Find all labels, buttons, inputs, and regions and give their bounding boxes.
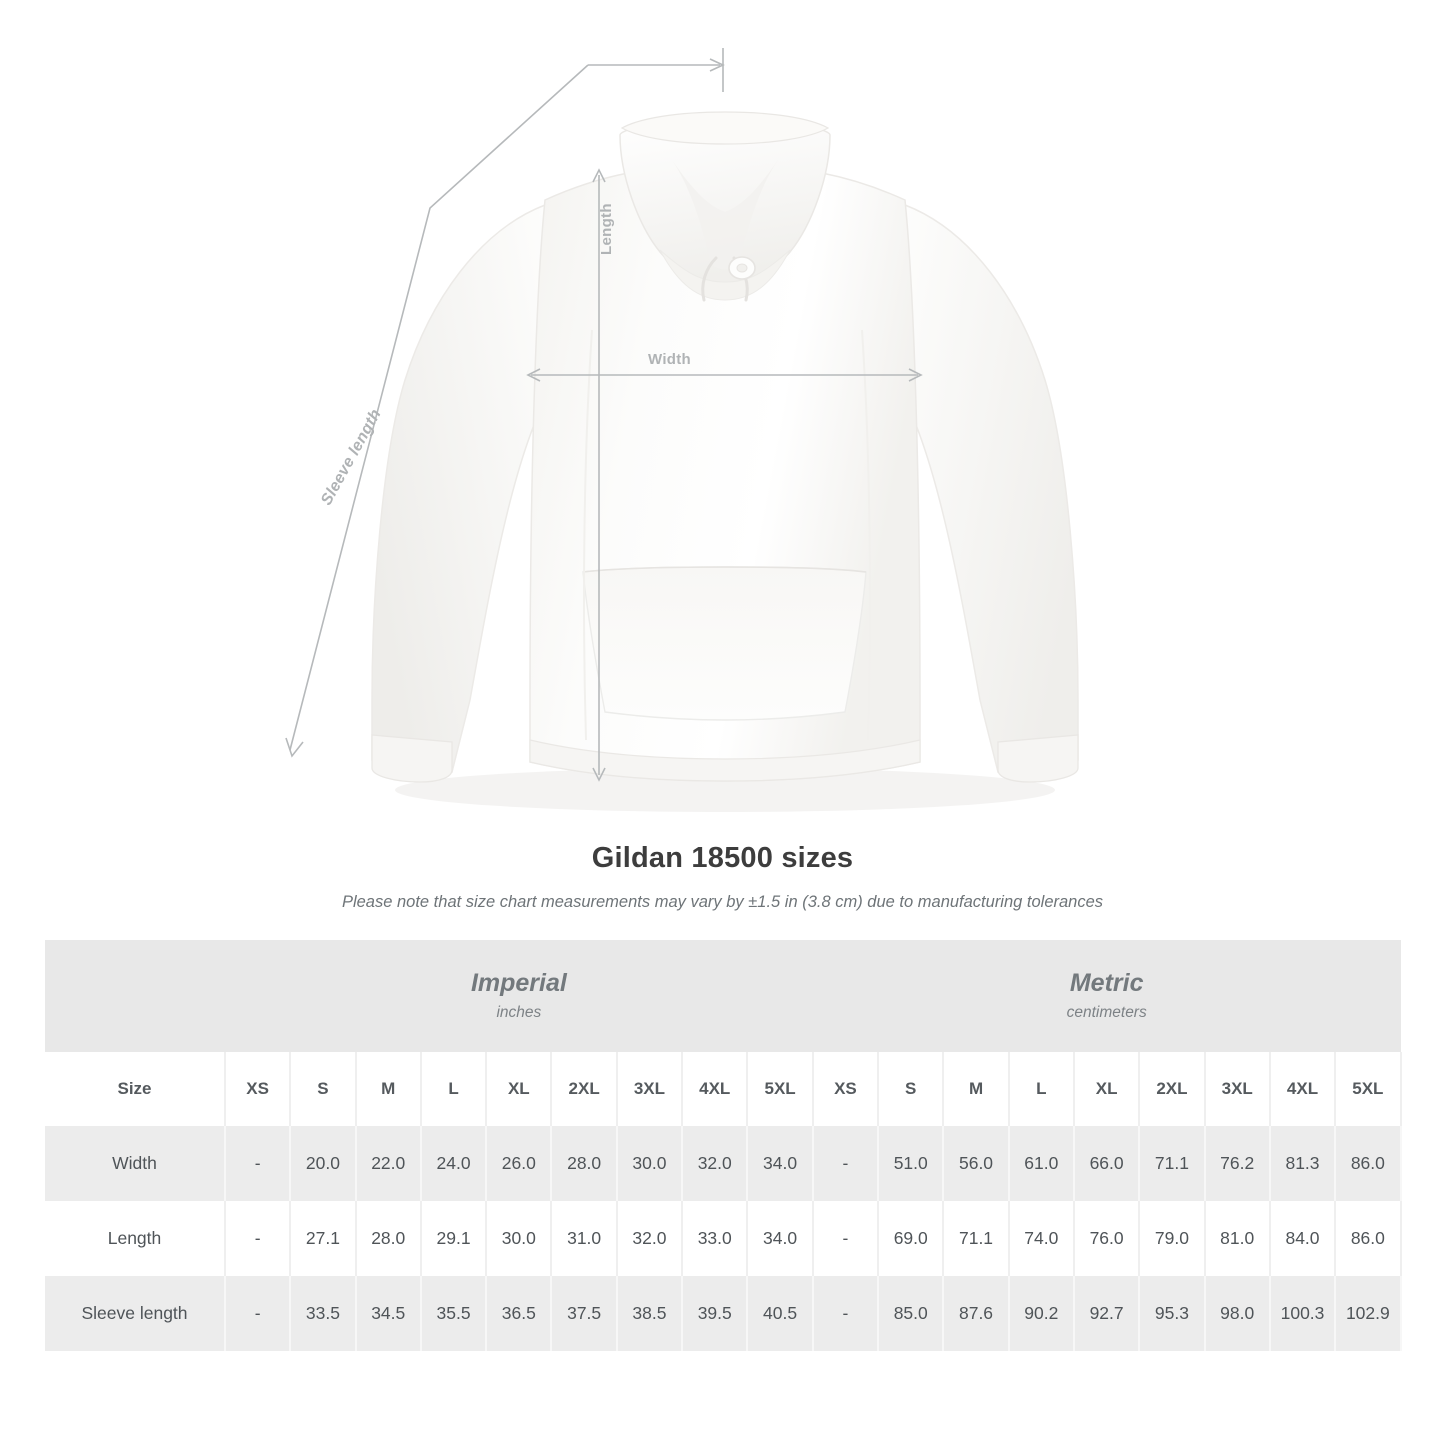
unit-name: Imperial — [470, 968, 567, 997]
table-row — [45, 1201, 1401, 1276]
cell-length-imperial-5xl: 34.0 — [747, 1201, 812, 1276]
cell-sleeve-length-metric-5xl: 102.9 — [1335, 1276, 1400, 1351]
cell-width-imperial-3xl: 30.0 — [617, 1126, 682, 1201]
size-header-2xl-imperial: 2XL — [551, 1052, 616, 1126]
size-chart-table — [45, 940, 1402, 1351]
cell-sleeve-length-imperial-5xl: 40.5 — [747, 1276, 812, 1351]
cell-width-metric-2xl: 71.1 — [1139, 1126, 1204, 1201]
cell-sleeve-length-metric-3xl: 98.0 — [1205, 1276, 1270, 1351]
cell-sleeve-length-metric-2xl: 95.3 — [1139, 1276, 1204, 1351]
cell-sleeve-length-metric-xs: - — [813, 1276, 878, 1351]
size-header-4xl-metric: 4XL — [1270, 1052, 1335, 1126]
page-title: Gildan 18500 sizes — [591, 842, 854, 874]
cell-length-metric-m: 71.1 — [943, 1201, 1008, 1276]
cell-width-metric-xs: - — [813, 1126, 878, 1201]
cell-width-imperial-l: 24.0 — [421, 1126, 486, 1201]
cell-width-imperial-s: 20.0 — [290, 1126, 355, 1201]
size-header-xs-metric: XS — [813, 1052, 878, 1126]
cell-sleeve-length-imperial-2xl: 37.5 — [551, 1276, 616, 1351]
cell-width-metric-3xl: 76.2 — [1205, 1126, 1270, 1201]
row-label-sleeve-length: Sleeve length — [45, 1276, 225, 1351]
unit-header-metric — [813, 940, 1401, 1052]
cell-width-imperial-4xl: 32.0 — [682, 1126, 747, 1201]
cell-width-imperial-xs: - — [225, 1126, 290, 1201]
cell-length-imperial-3xl: 32.0 — [617, 1201, 682, 1276]
cell-sleeve-length-metric-xl: 92.7 — [1074, 1276, 1139, 1351]
size-header-2xl-metric: 2XL — [1139, 1052, 1204, 1126]
cell-length-metric-s: 69.0 — [878, 1201, 943, 1276]
size-table-wrapper — [45, 940, 1400, 1351]
size-header-4xl-imperial: 4XL — [682, 1052, 747, 1126]
size-header-row — [45, 1052, 1401, 1126]
cell-length-metric-5xl: 86.0 — [1335, 1201, 1400, 1276]
size-header-s-metric: S — [878, 1052, 943, 1126]
cell-sleeve-length-metric-m: 87.6 — [943, 1276, 1008, 1351]
unit-name: Metric — [1069, 968, 1144, 997]
unit-header-imperial — [225, 940, 813, 1052]
cell-width-metric-4xl: 81.3 — [1270, 1126, 1335, 1201]
cell-length-imperial-2xl: 31.0 — [551, 1201, 616, 1276]
cell-sleeve-length-imperial-l: 35.5 — [421, 1276, 486, 1351]
row-label-width: Width — [45, 1126, 225, 1201]
cell-length-metric-l: 74.0 — [1009, 1201, 1074, 1276]
cell-sleeve-length-imperial-xl: 36.5 — [486, 1276, 551, 1351]
size-header-l-metric: L — [1009, 1052, 1074, 1126]
size-header-m-metric: M — [943, 1052, 1008, 1126]
width-dimension-label: Width — [648, 351, 692, 368]
table-row — [45, 1276, 1401, 1351]
cell-length-imperial-l: 29.1 — [421, 1201, 486, 1276]
cell-length-imperial-xl: 30.0 — [486, 1201, 551, 1276]
cell-length-metric-3xl: 81.0 — [1205, 1201, 1270, 1276]
cell-length-metric-4xl: 84.0 — [1270, 1201, 1335, 1276]
cell-width-metric-xl: 66.0 — [1074, 1126, 1139, 1201]
cell-length-imperial-4xl: 33.0 — [682, 1201, 747, 1276]
size-header-xl-metric: XL — [1074, 1052, 1139, 1126]
cell-width-imperial-m: 22.0 — [356, 1126, 421, 1201]
cell-length-imperial-m: 28.0 — [356, 1201, 421, 1276]
length-dimension-label: Length — [598, 203, 615, 255]
size-header-xl-imperial: XL — [486, 1052, 551, 1126]
sleeve-length-dimension-label: Sleeve length — [318, 406, 385, 509]
size-header-m-imperial: M — [356, 1052, 421, 1126]
cell-length-metric-xs: - — [813, 1201, 878, 1276]
tolerance-note: Please note that size chart measurements may vary by ±1.5 in (3.8 cm) due to manufacturing tolerances — [341, 893, 1104, 911]
size-header-l-imperial: L — [421, 1052, 486, 1126]
cell-length-metric-xl: 76.0 — [1074, 1201, 1139, 1276]
cell-sleeve-length-metric-4xl: 100.3 — [1270, 1276, 1335, 1351]
size-header-xs-imperial: XS — [225, 1052, 290, 1126]
size-header-3xl-imperial: 3XL — [617, 1052, 682, 1126]
cell-width-imperial-5xl: 34.0 — [747, 1126, 812, 1201]
size-header-5xl-metric: 5XL — [1335, 1052, 1400, 1126]
size-header-5xl-imperial: 5XL — [747, 1052, 812, 1126]
cell-width-metric-m: 56.0 — [943, 1126, 1008, 1201]
cell-sleeve-length-imperial-3xl: 38.5 — [617, 1276, 682, 1351]
cell-sleeve-length-imperial-xs: - — [225, 1276, 290, 1351]
cell-length-imperial-xs: - — [225, 1201, 290, 1276]
cell-sleeve-length-imperial-m: 34.5 — [356, 1276, 421, 1351]
unit-subtitle: inches — [496, 1004, 542, 1022]
cell-width-imperial-xl: 26.0 — [486, 1126, 551, 1201]
size-header-label: Size — [45, 1052, 225, 1126]
size-header-3xl-metric: 3XL — [1205, 1052, 1270, 1126]
cell-sleeve-length-metric-s: 85.0 — [878, 1276, 943, 1351]
unit-subtitle: centimeters — [1066, 1004, 1147, 1022]
size-header-s-imperial: S — [290, 1052, 355, 1126]
row-label-length: Length — [45, 1201, 225, 1276]
cell-width-metric-5xl: 86.0 — [1335, 1126, 1400, 1201]
cell-sleeve-length-metric-l: 90.2 — [1009, 1276, 1074, 1351]
cell-sleeve-length-imperial-s: 33.5 — [290, 1276, 355, 1351]
cell-width-imperial-2xl: 28.0 — [551, 1126, 616, 1201]
table-row — [45, 1126, 1401, 1201]
cell-sleeve-length-imperial-4xl: 39.5 — [682, 1276, 747, 1351]
cell-width-metric-s: 51.0 — [878, 1126, 943, 1201]
cell-width-metric-l: 61.0 — [1009, 1126, 1074, 1201]
cell-length-imperial-s: 27.1 — [290, 1201, 355, 1276]
table-corner — [45, 940, 225, 1052]
cell-length-metric-2xl: 79.0 — [1139, 1201, 1204, 1276]
unit-banner-row — [45, 940, 1401, 1052]
